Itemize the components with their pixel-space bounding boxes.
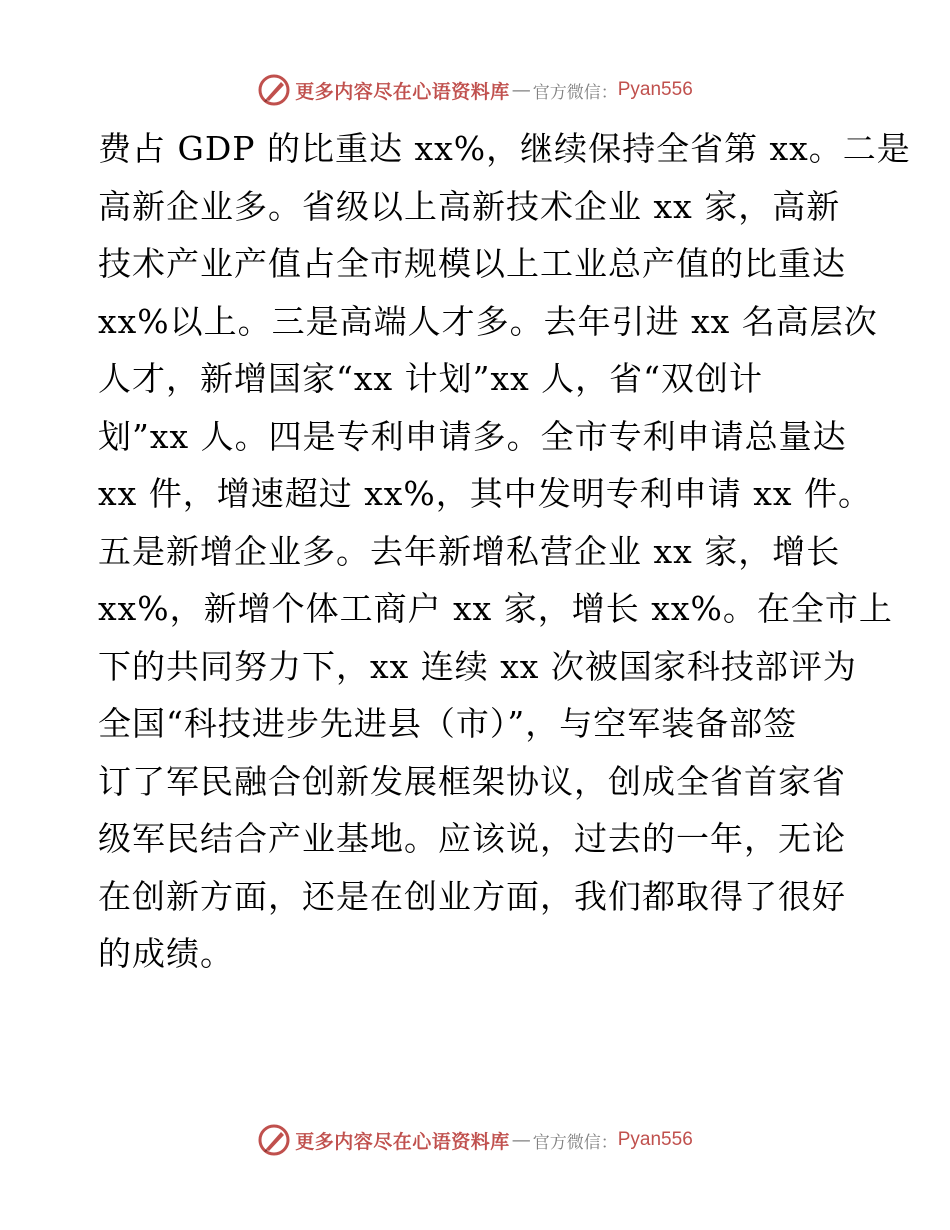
text-line: 的成绩。	[98, 934, 234, 973]
text-line: xx 件，增速超过 xx%，其中发明专利申请 xx 件。	[98, 474, 872, 513]
document-body	[98, 120, 911, 983]
text-line: 全国“科技进步先进县（市）”，与空军装备部签	[98, 704, 798, 743]
text-line: 划”xx 人。四是专利申请多。全市专利申请总量达	[98, 416, 847, 456]
wechat-label: 官方微信：	[532, 82, 618, 103]
text-line: 技术产业产值占全市规模以上工业总产值的比重达	[98, 244, 846, 283]
wechat-id: Pyan556	[617, 1129, 693, 1150]
header-banner	[0, 70, 950, 110]
wechat-id: Pyan556	[617, 79, 693, 100]
text-line: 费占 GDP 的比重达 xx%，继续保持全省第 xx。二是	[98, 129, 911, 168]
text-line: 人才，新增国家“xx 计划”xx 人，省“双创计	[98, 359, 764, 398]
quill-pen-circle-icon	[257, 1123, 291, 1157]
wechat-label: 官方微信：	[532, 1132, 618, 1153]
footer-banner	[0, 1120, 950, 1160]
text-line: xx%以上。三是高端人才多。去年引进 xx 名高层次	[98, 301, 878, 341]
text-line: 下的共同努力下，xx 连续 xx 次被国家科技部评为	[98, 646, 857, 686]
text-line: 五是新增企业多。去年新增私营企业 xx 家，增长	[98, 531, 841, 571]
promo-text: 更多内容尽在心语资料库	[295, 1130, 510, 1153]
text-line: xx%，新增个体工商户 xx 家，增长 xx%。在全市上	[98, 589, 893, 628]
text-line: 级军民结合产业基地。应该说，过去的一年，无论	[98, 819, 846, 858]
promo-text: 更多内容尽在心语资料库	[295, 80, 510, 103]
separator-dash: —	[511, 79, 531, 101]
text-line: 在创新方面，还是在创业方面，我们都取得了很好	[98, 876, 846, 916]
text-line: 高新企业多。省级以上高新技术企业 xx 家，高新	[98, 186, 841, 226]
text-line: 订了军民融合创新发展框架协议，创成全省首家省	[98, 761, 846, 801]
quill-pen-circle-icon	[257, 73, 291, 107]
separator-dash: —	[511, 1129, 531, 1151]
